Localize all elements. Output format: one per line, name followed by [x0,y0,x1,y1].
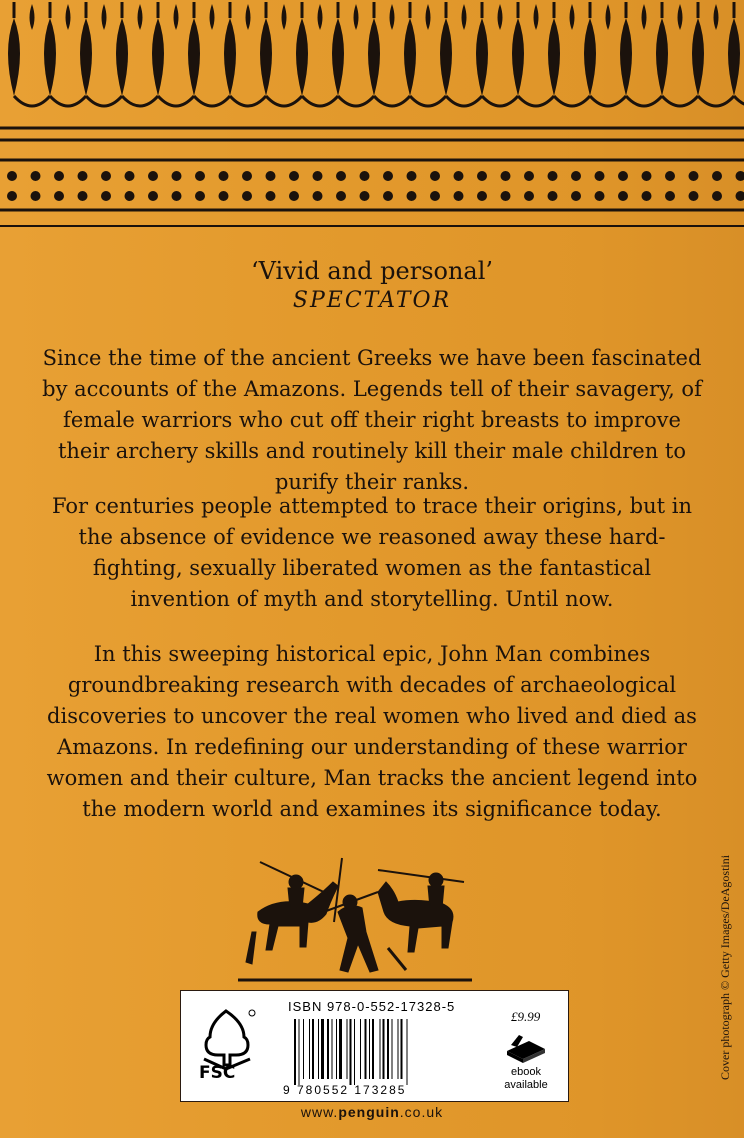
dot-row [7,171,744,201]
blurb-paragraph-2: For centuries people attempted to trace their origins, but in the absence of evidence we reasoned away these hard-fighting, sexually liberated women as the fantastical invention of myth and storytelling. Until now. [51,494,692,611]
greek-frieze-border [0,0,744,240]
photo-credit: Cover photograph © Getty Images/DeAgostini [718,854,732,1080]
url-brand: penguin [338,1104,400,1120]
ebook-available-label [499,1066,553,1092]
blurb-paragraph-1: Since the time of the ancient Greeks we have been fascinated by accounts of the Amazons. Legends tell of their savagery, of female warriors who cut off their right breasts to improve their archery skills and routinely kill their male children to purify their ranks. [42,346,702,494]
barcode-bars [294,1019,446,1085]
ebook-sub-label: available [504,1079,548,1091]
review-quote-text: ‘Vivid and personal’ [250,257,494,285]
url-prefix: www. [300,1104,339,1120]
blurb-paragraph-3: In this sweeping historical epic, John Man combines groundbreaking research with decades of archaeological discoveries to uncover the real women who lived and died as Amazons. In redefining our understanding of these warrior women and their culture, Man tracks the ancient legend into the modern world and examines its significance today. [46,642,698,821]
price-label: £9.99 [511,1009,541,1024]
url-suffix: .co.uk [399,1104,444,1120]
ebook-label: ebook [511,1066,541,1078]
fsc-label: FSC [199,1063,236,1083]
palmette-leaf-row [8,2,744,106]
ebook-stack-icon [501,1031,549,1065]
review-source: SPECTATOR [292,288,452,313]
isbn-label: ISBN 978-0-552-17328-5 [288,999,456,1014]
barcode-digits: 9 780552 173285 [283,1083,407,1097]
publisher-url [0,1104,744,1120]
review-quote [0,256,744,316]
barcode-panel [180,990,569,1102]
vase-painting-illustration [238,852,472,984]
